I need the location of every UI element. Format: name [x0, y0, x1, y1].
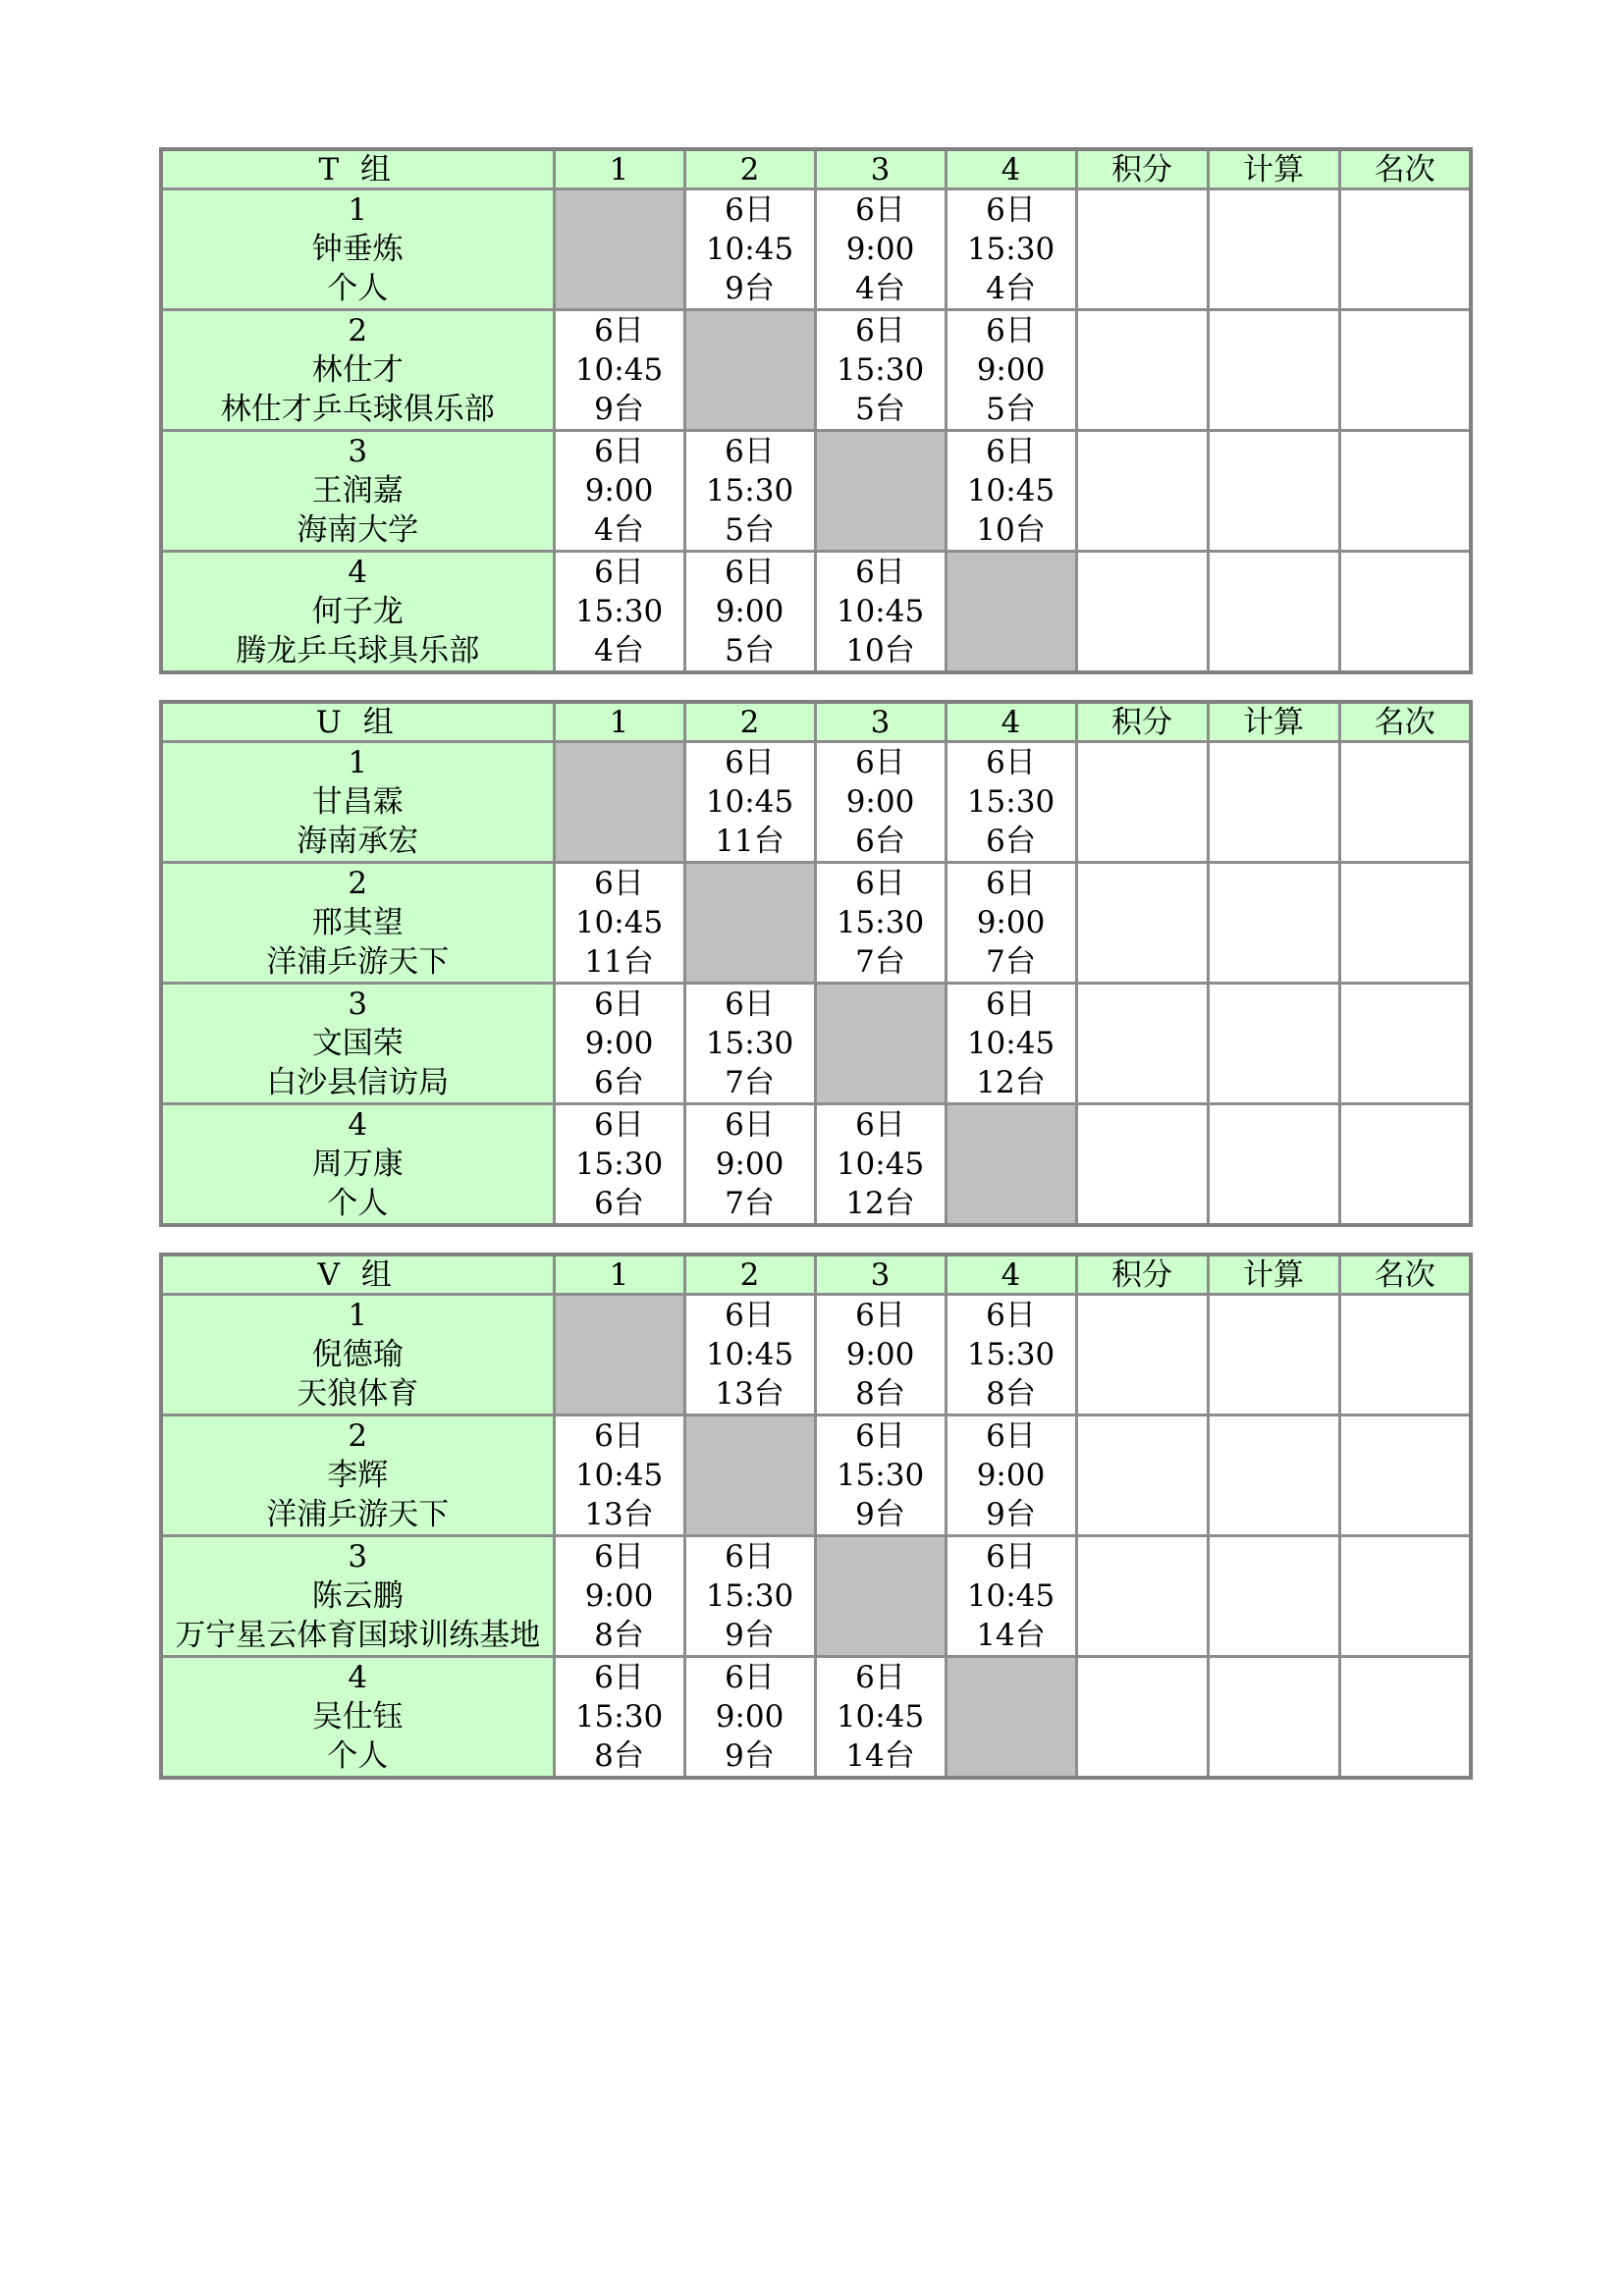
rank-cell — [1339, 310, 1471, 431]
player-club: 海南承宏 — [297, 824, 419, 859]
match-cell — [554, 863, 684, 984]
rank-cell — [1339, 1295, 1471, 1415]
match-table: 8台 — [594, 1618, 644, 1653]
player-name: 周万康 — [311, 1147, 404, 1182]
match-day: 6日 — [855, 866, 905, 901]
points-cell — [1076, 984, 1208, 1104]
match-table: 13台 — [715, 1376, 784, 1412]
match-day: 6日 — [986, 866, 1036, 901]
player-name: 邢其望 — [311, 905, 404, 940]
match-cell — [946, 1295, 1076, 1415]
player-cell — [161, 1657, 554, 1779]
match-time: 9:00 — [715, 594, 784, 629]
calc-cell — [1208, 310, 1339, 431]
match-table: 12台 — [845, 1186, 915, 1221]
player-name: 文国荣 — [311, 1026, 404, 1061]
match-day: 6日 — [986, 313, 1036, 348]
match-time: 15:30 — [574, 1147, 664, 1182]
match-table: 5台 — [855, 392, 905, 427]
match-cell — [554, 552, 684, 673]
match-cell — [684, 431, 815, 552]
match-table: 7台 — [725, 1065, 775, 1100]
match-day: 6日 — [594, 1107, 644, 1143]
player-cell — [161, 863, 554, 984]
column-header-opponent: 1 — [554, 1255, 684, 1295]
match-time: 9:00 — [976, 352, 1046, 388]
group-title — [161, 149, 554, 189]
column-header-calc: 计算 — [1208, 1255, 1339, 1295]
calc-cell — [1208, 189, 1339, 310]
match-table: 10台 — [976, 512, 1046, 548]
player-row — [161, 863, 1471, 984]
points-cell — [1076, 1415, 1208, 1536]
column-header-rank: 名次 — [1339, 702, 1471, 742]
match-table: 12台 — [976, 1065, 1046, 1100]
match-day: 6日 — [725, 745, 775, 780]
player-club: 海南大学 — [297, 512, 419, 548]
column-header-opponent: 4 — [946, 1255, 1076, 1295]
points-cell — [1076, 1104, 1208, 1226]
column-header-opponent: 1 — [554, 149, 684, 189]
match-table: 8台 — [594, 1738, 644, 1774]
match-time: 15:30 — [966, 232, 1055, 267]
player-row — [161, 742, 1471, 863]
player-seed: 2 — [348, 313, 368, 348]
match-time: 15:30 — [836, 352, 925, 388]
player-club: 腾龙乒乓球具乐部 — [236, 633, 480, 668]
group-title-text: U 组 — [315, 704, 400, 740]
match-table: 6台 — [855, 824, 905, 859]
player-club: 个人 — [327, 1186, 389, 1221]
player-club: 白沙县信访局 — [266, 1065, 450, 1100]
match-cell — [684, 189, 815, 310]
match-table: 7台 — [855, 944, 905, 980]
self-match-cell — [554, 742, 684, 863]
self-match-cell — [554, 189, 684, 310]
group-title — [161, 1255, 554, 1295]
match-cell — [815, 863, 946, 984]
self-match-cell — [815, 431, 946, 552]
player-name: 甘昌霖 — [311, 784, 404, 820]
match-day: 6日 — [725, 555, 775, 590]
match-day: 6日 — [986, 192, 1036, 228]
match-cell — [815, 1104, 946, 1226]
match-cell — [554, 1657, 684, 1779]
player-club: 天狼体育 — [297, 1376, 419, 1412]
player-seed: 2 — [348, 866, 368, 901]
match-time: 10:45 — [966, 1578, 1055, 1614]
column-header-calc: 计算 — [1208, 149, 1339, 189]
match-time: 9:00 — [845, 1337, 915, 1372]
match-table: 9台 — [725, 271, 775, 306]
player-row — [161, 189, 1471, 310]
column-header-points: 积分 — [1076, 702, 1208, 742]
group-header-row — [161, 149, 1471, 189]
match-day: 6日 — [986, 745, 1036, 780]
match-table: 5台 — [725, 633, 775, 668]
rank-cell — [1339, 189, 1471, 310]
player-row — [161, 1657, 1471, 1779]
points-cell — [1076, 1657, 1208, 1779]
match-cell — [946, 431, 1076, 552]
player-row — [161, 552, 1471, 673]
match-table: 13台 — [584, 1497, 654, 1532]
calc-cell — [1208, 1104, 1339, 1226]
player-seed: 1 — [348, 192, 368, 228]
match-day: 6日 — [725, 192, 775, 228]
match-time: 15:30 — [836, 905, 925, 940]
column-header-opponent: 2 — [684, 149, 815, 189]
match-time: 15:30 — [966, 784, 1055, 820]
calc-cell — [1208, 742, 1339, 863]
player-cell — [161, 742, 554, 863]
column-header-rank: 名次 — [1339, 149, 1471, 189]
column-header-opponent: 1 — [554, 702, 684, 742]
column-header-opponent: 4 — [946, 149, 1076, 189]
player-club: 个人 — [327, 271, 389, 306]
rank-cell — [1339, 984, 1471, 1104]
column-header-opponent: 3 — [815, 1255, 946, 1295]
calc-cell — [1208, 1536, 1339, 1657]
rank-cell — [1339, 431, 1471, 552]
player-club: 万宁星云体育国球训练基地 — [175, 1618, 541, 1653]
match-cell — [684, 1295, 815, 1415]
match-table: 9台 — [986, 1497, 1036, 1532]
column-header-points: 积分 — [1076, 149, 1208, 189]
match-time: 10:45 — [574, 1458, 664, 1493]
self-match-cell — [684, 1415, 815, 1536]
match-time: 10:45 — [966, 1026, 1055, 1061]
match-table: 9台 — [725, 1738, 775, 1774]
match-cell — [554, 984, 684, 1104]
group-title-text: V 组 — [317, 1256, 398, 1293]
match-table: 10台 — [845, 633, 915, 668]
player-seed: 3 — [348, 1539, 368, 1575]
match-day: 6日 — [986, 1298, 1036, 1333]
player-row — [161, 1536, 1471, 1657]
match-cell — [815, 1657, 946, 1779]
match-day: 6日 — [725, 1298, 775, 1333]
calc-cell — [1208, 552, 1339, 673]
points-cell — [1076, 742, 1208, 863]
player-name: 钟垂炼 — [311, 232, 404, 267]
column-header-opponent: 2 — [684, 1255, 815, 1295]
match-cell — [815, 742, 946, 863]
points-cell — [1076, 863, 1208, 984]
self-match-cell — [946, 552, 1076, 673]
points-cell — [1076, 310, 1208, 431]
player-cell — [161, 310, 554, 431]
column-header-opponent: 2 — [684, 702, 815, 742]
match-day: 6日 — [855, 1660, 905, 1695]
match-time: 9:00 — [976, 1458, 1046, 1493]
match-day: 6日 — [855, 192, 905, 228]
player-seed: 1 — [348, 745, 368, 780]
match-cell — [684, 552, 815, 673]
player-cell — [161, 984, 554, 1104]
match-time: 9:00 — [715, 1147, 784, 1182]
match-day: 6日 — [855, 745, 905, 780]
match-time: 15:30 — [705, 1026, 794, 1061]
match-time: 10:45 — [705, 1337, 794, 1372]
match-time: 15:30 — [836, 1458, 925, 1493]
match-cell — [815, 310, 946, 431]
match-cell — [815, 1295, 946, 1415]
match-time: 9:00 — [845, 232, 915, 267]
match-table: 9台 — [594, 392, 644, 427]
match-day: 6日 — [855, 1107, 905, 1143]
player-name: 何子龙 — [311, 594, 404, 629]
match-time: 15:30 — [966, 1337, 1055, 1372]
match-cell — [684, 1536, 815, 1657]
player-club: 洋浦乒游天下 — [266, 944, 450, 980]
match-cell — [946, 863, 1076, 984]
group-title-text: T 组 — [318, 151, 398, 187]
player-row — [161, 431, 1471, 552]
player-row — [161, 984, 1471, 1104]
column-header-rank: 名次 — [1339, 1255, 1471, 1295]
match-table: 5台 — [725, 512, 775, 548]
match-cell — [946, 310, 1076, 431]
calc-cell — [1208, 1657, 1339, 1779]
match-day: 6日 — [855, 1418, 905, 1454]
match-table: 6台 — [986, 824, 1036, 859]
player-seed: 4 — [348, 1107, 368, 1143]
self-match-cell — [684, 863, 815, 984]
match-day: 6日 — [986, 434, 1036, 469]
match-day: 6日 — [594, 434, 644, 469]
player-seed: 4 — [348, 555, 368, 590]
group-header-row — [161, 702, 1471, 742]
match-table: 9台 — [855, 1497, 905, 1532]
match-cell — [554, 1104, 684, 1226]
self-match-cell — [946, 1657, 1076, 1779]
match-day: 6日 — [594, 1539, 644, 1575]
column-header-opponent: 4 — [946, 702, 1076, 742]
match-table: 4台 — [594, 633, 644, 668]
match-time: 9:00 — [845, 784, 915, 820]
match-table: 7台 — [986, 944, 1036, 980]
calc-cell — [1208, 1295, 1339, 1415]
match-time: 9:00 — [584, 473, 654, 508]
player-seed: 1 — [348, 1298, 368, 1333]
column-header-opponent: 3 — [815, 702, 946, 742]
player-row — [161, 1104, 1471, 1226]
player-seed: 2 — [348, 1418, 368, 1454]
match-table: 6台 — [594, 1186, 644, 1221]
points-cell — [1076, 189, 1208, 310]
match-day: 6日 — [594, 1418, 644, 1454]
match-table: 14台 — [845, 1738, 915, 1774]
player-name: 倪德瑜 — [311, 1337, 404, 1372]
match-table: 7台 — [725, 1186, 775, 1221]
match-cell — [815, 1415, 946, 1536]
rank-cell — [1339, 1415, 1471, 1536]
group-header-row — [161, 1255, 1471, 1295]
points-cell — [1076, 1295, 1208, 1415]
column-header-opponent: 3 — [815, 149, 946, 189]
match-cell — [684, 1657, 815, 1779]
match-cell — [554, 431, 684, 552]
calc-cell — [1208, 984, 1339, 1104]
match-table: 11台 — [715, 824, 784, 859]
match-time: 15:30 — [574, 594, 664, 629]
column-header-calc: 计算 — [1208, 702, 1339, 742]
player-cell — [161, 1104, 554, 1226]
column-header-points: 积分 — [1076, 1255, 1208, 1295]
match-time: 10:45 — [574, 352, 664, 388]
self-match-cell — [815, 1536, 946, 1657]
match-table: 6台 — [594, 1065, 644, 1100]
match-cell — [684, 984, 815, 1104]
match-time: 10:45 — [836, 594, 925, 629]
calc-cell — [1208, 1415, 1339, 1536]
match-time: 9:00 — [584, 1578, 654, 1614]
player-row — [161, 310, 1471, 431]
player-cell — [161, 1536, 554, 1657]
match-day: 6日 — [594, 555, 644, 590]
match-time: 10:45 — [705, 232, 794, 267]
match-cell — [815, 552, 946, 673]
group-title — [161, 702, 554, 742]
player-name: 李辉 — [327, 1458, 389, 1493]
points-cell — [1076, 552, 1208, 673]
player-cell — [161, 1295, 554, 1415]
match-time: 10:45 — [836, 1699, 925, 1735]
match-cell — [946, 189, 1076, 310]
match-day: 6日 — [594, 987, 644, 1022]
player-cell — [161, 1415, 554, 1536]
group-table — [159, 700, 1473, 1227]
player-row — [161, 1415, 1471, 1536]
self-match-cell — [554, 1295, 684, 1415]
match-day: 6日 — [594, 313, 644, 348]
match-cell — [946, 1536, 1076, 1657]
match-time: 10:45 — [574, 905, 664, 940]
match-time: 9:00 — [715, 1699, 784, 1735]
match-table: 4台 — [855, 271, 905, 306]
match-table: 4台 — [594, 512, 644, 548]
calc-cell — [1208, 863, 1339, 984]
rank-cell — [1339, 863, 1471, 984]
match-table: 4台 — [986, 271, 1036, 306]
match-day: 6日 — [855, 1298, 905, 1333]
match-cell — [554, 1415, 684, 1536]
player-cell — [161, 552, 554, 673]
points-cell — [1076, 431, 1208, 552]
player-seed: 3 — [348, 987, 368, 1022]
match-cell — [684, 742, 815, 863]
match-cell — [815, 189, 946, 310]
match-day: 6日 — [725, 434, 775, 469]
player-name: 王润嘉 — [311, 473, 404, 508]
match-cell — [946, 1415, 1076, 1536]
match-cell — [554, 1536, 684, 1657]
player-club: 林仕才乒乓球俱乐部 — [220, 392, 495, 427]
match-day: 6日 — [725, 1660, 775, 1695]
match-table: 9台 — [725, 1618, 775, 1653]
match-day: 6日 — [594, 866, 644, 901]
rank-cell — [1339, 1657, 1471, 1779]
match-time: 10:45 — [705, 784, 794, 820]
match-time: 9:00 — [976, 905, 1046, 940]
match-day: 6日 — [725, 1107, 775, 1143]
rank-cell — [1339, 742, 1471, 863]
match-table: 14台 — [976, 1618, 1046, 1653]
match-table: 8台 — [986, 1376, 1036, 1412]
match-time: 15:30 — [705, 1578, 794, 1614]
match-time: 15:30 — [705, 473, 794, 508]
match-cell — [946, 984, 1076, 1104]
match-day: 6日 — [855, 555, 905, 590]
match-cell — [554, 310, 684, 431]
player-seed: 4 — [348, 1660, 368, 1695]
rank-cell — [1339, 1536, 1471, 1657]
points-cell — [1076, 1536, 1208, 1657]
match-table: 5台 — [986, 392, 1036, 427]
match-table: 11台 — [584, 944, 654, 980]
match-day: 6日 — [986, 987, 1036, 1022]
player-row — [161, 1295, 1471, 1415]
player-club: 洋浦乒游天下 — [266, 1497, 450, 1532]
rank-cell — [1339, 1104, 1471, 1226]
self-match-cell — [946, 1104, 1076, 1226]
player-seed: 3 — [348, 434, 368, 469]
match-day: 6日 — [725, 987, 775, 1022]
player-cell — [161, 431, 554, 552]
player-cell — [161, 189, 554, 310]
calc-cell — [1208, 431, 1339, 552]
group-table — [159, 147, 1473, 674]
player-name: 吴仕钰 — [311, 1699, 404, 1735]
match-time: 9:00 — [584, 1026, 654, 1061]
match-day: 6日 — [594, 1660, 644, 1695]
rank-cell — [1339, 552, 1471, 673]
player-club: 个人 — [327, 1738, 389, 1774]
self-match-cell — [815, 984, 946, 1104]
match-time: 10:45 — [966, 473, 1055, 508]
match-day: 6日 — [855, 313, 905, 348]
match-day: 6日 — [986, 1539, 1036, 1575]
player-name: 林仕才 — [311, 352, 404, 388]
player-name: 陈云鹏 — [311, 1578, 404, 1614]
self-match-cell — [684, 310, 815, 431]
match-time: 10:45 — [836, 1147, 925, 1182]
group-table — [159, 1253, 1473, 1780]
match-cell — [684, 1104, 815, 1226]
match-table: 8台 — [855, 1376, 905, 1412]
match-day: 6日 — [725, 1539, 775, 1575]
match-day: 6日 — [986, 1418, 1036, 1454]
match-time: 15:30 — [574, 1699, 664, 1735]
match-cell — [946, 742, 1076, 863]
